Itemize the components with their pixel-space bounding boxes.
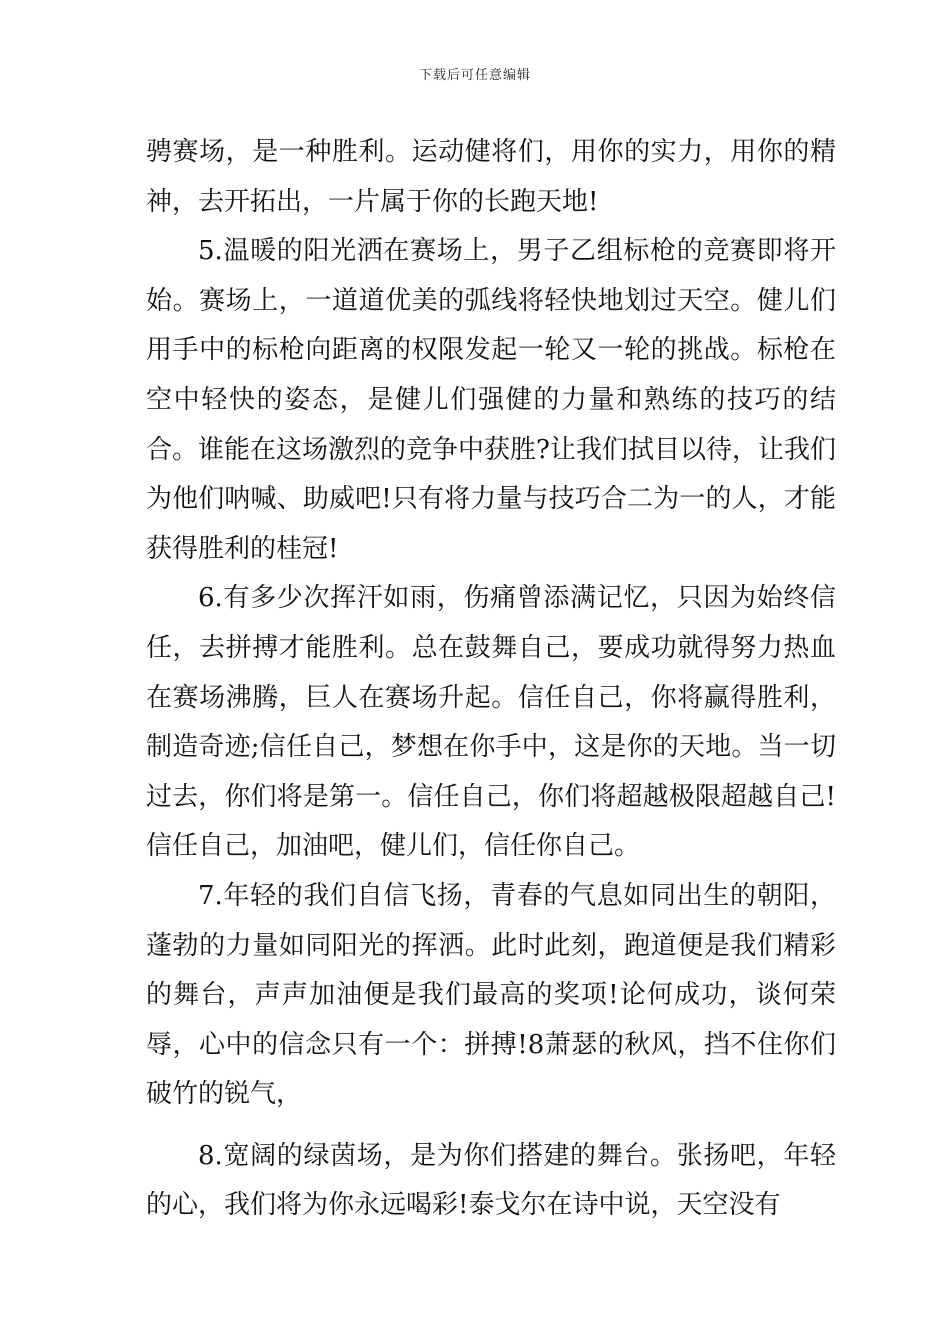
paragraph-5: 5.温暖的阳光洒在赛场上，男子乙组标枪的竞赛即将开始。赛场上，一道道优美的弧线将轻快地划过天空。健儿们用手中的标枪向距离的权限发起一轮又一轮的挑战。标枪在空中轻快的姿态，是健儿们强健的力量和熟练的技巧的结合。谁能在这场激烈的竞争中获胜?让我们拭目以待，让我们为他们呐喊、助威吧!只有将力量与技巧合二为一的人，才能获得胜利的桂冠! (146, 236, 836, 564)
paragraph-8: 8.宽阔的绿茵场，是为你们搭建的舞台。张扬吧，年轻的心，我们将为你永远喝彩!泰戈尔在诗中说，天空没有 (146, 1140, 836, 1221)
document-body (146, 128, 836, 1231)
paragraph-6: 6.有多少次挥汗如雨，伤痛曾添满记忆，只因为始终信任，去拼搏才能胜利。总在鼓舞自己，要成功就得努力热血在赛场沸腾，巨人在赛场升起。信任自己，你将赢得胜利，制造奇迹;信任自己，梦想在你手中，这是你的天地。当一切过去，你们将是第一。信任自己，你们将超越极限超越自己!信任自己，加油吧，健儿们，信任你自己。 (146, 583, 836, 862)
paragraph-7: 7.年轻的我们自信飞扬，青春的气息如同出生的朝阳，蓬勃的力量如同阳光的挥洒。此时此刻，跑道便是我们精彩的舞台，声声加油便是我们最高的奖项!论何成功，谈何荣辱，心中的信念只有一个：拼搏!8萧瑟的秋风，挡不住你们破竹的锐气， (146, 880, 836, 1110)
paragraph-continued: 骋赛场，是一种胜利。运动健将们，用你的实力，用你的精神，去开拓出，一片属于你的长跑天地! (146, 137, 836, 217)
page-header: 下载后可任意编辑 (418, 68, 531, 83)
